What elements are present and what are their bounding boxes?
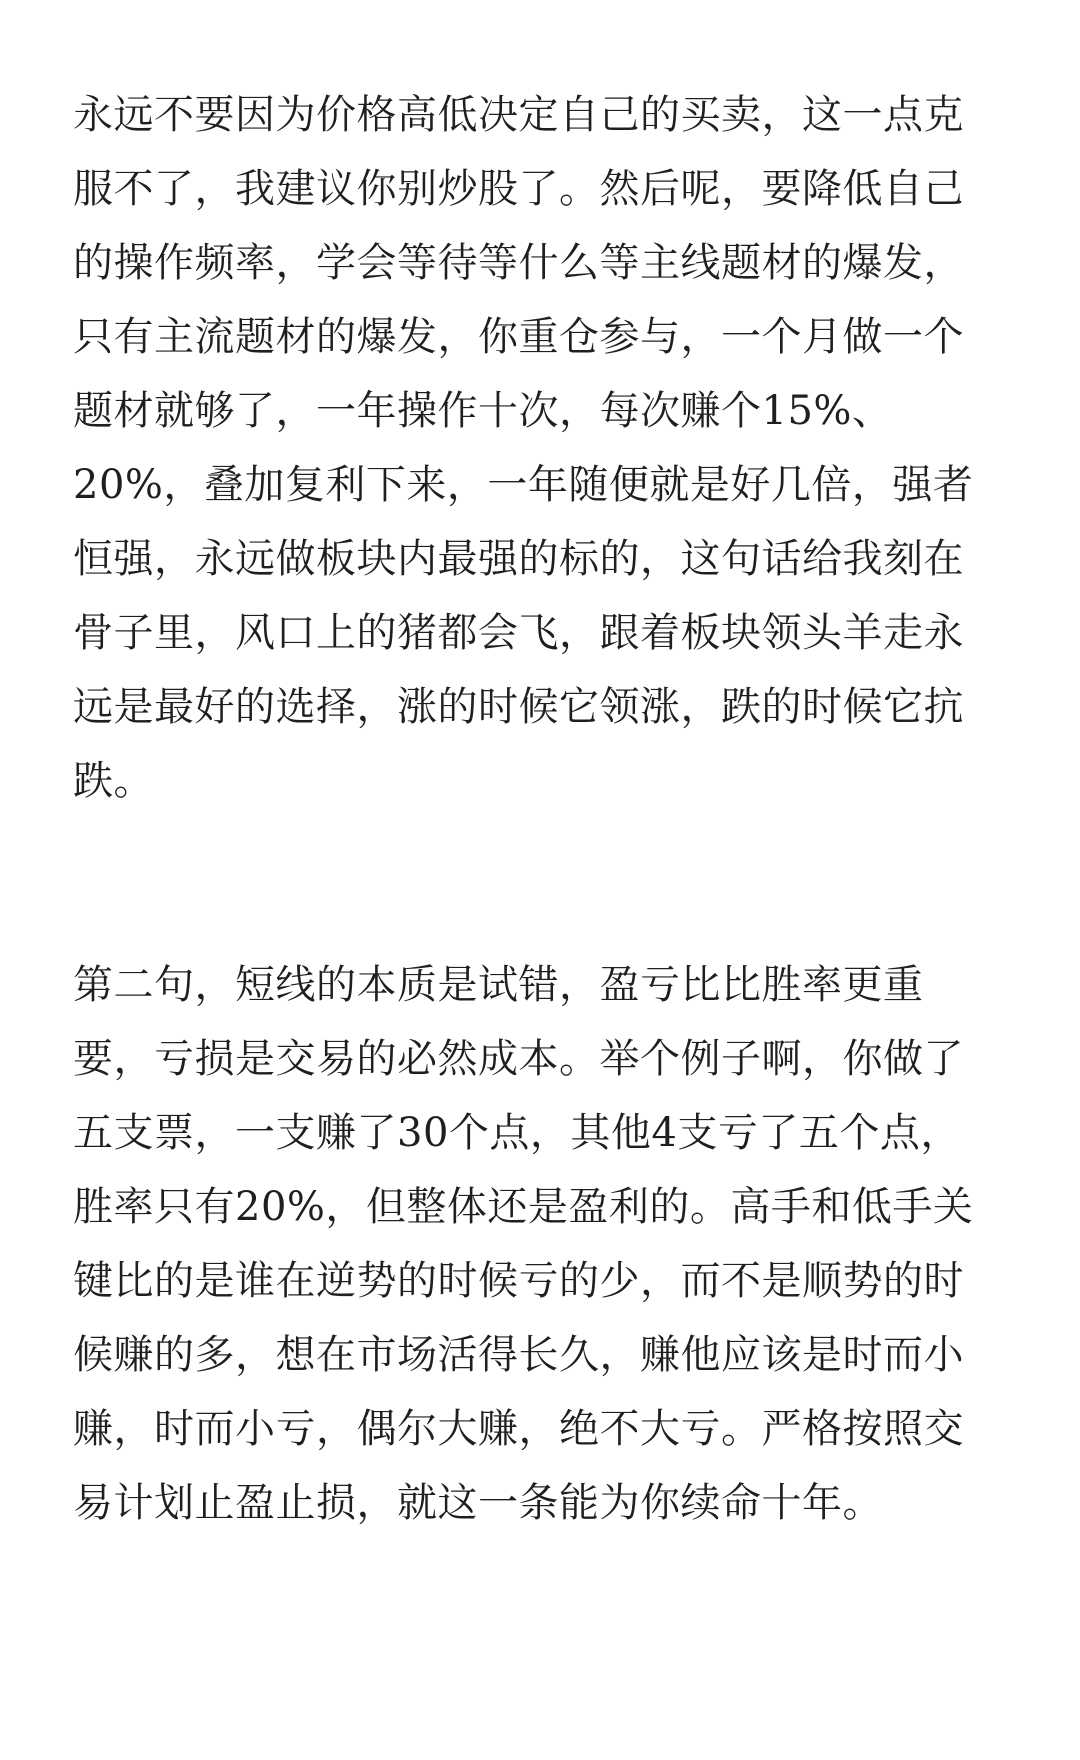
text-line: 题材就够了，一年操作十次，每次赚个15%、: [73, 388, 893, 434]
text-line: 20%，叠加复利下来，一年随便就是好几倍，强者: [73, 462, 974, 508]
text-line: 骨子里，风口上的猪都会飞，跟着板块领头羊走永: [73, 610, 964, 656]
text-line: 赚，时而小亏，偶尔大赚，绝不大亏。严格按照交: [73, 1406, 964, 1452]
text-line: 候赚的多，想在市场活得长久，赚他应该是时而小: [73, 1332, 964, 1378]
text-line: 跌。: [73, 758, 154, 804]
paragraph-2: [73, 948, 1013, 1540]
text-line: 服不了，我建议你别炒股了。然后呢，要降低自己: [73, 166, 964, 212]
text-line: 要，亏损是交易的必然成本。举个例子啊，你做了: [73, 1036, 964, 1082]
text-line: 远是最好的选择，涨的时候它领涨，跌的时候它抗: [73, 684, 964, 730]
text-line: 第二句，短线的本质是试错，盈亏比比胜率更重: [73, 962, 924, 1008]
text-line: 的操作频率，学会等待等什么等主线题材的爆发，: [73, 240, 964, 286]
text-line: 键比的是谁在逆势的时候亏的少，而不是顺势的时: [73, 1258, 964, 1304]
text-line: 只有主流题材的爆发，你重仓参与，一个月做一个: [73, 314, 964, 360]
text-line: 五支票，一支赚了30个点，其他4支亏了五个点，: [73, 1110, 961, 1156]
paragraph-1: [73, 78, 1013, 818]
text-line: 胜率只有20%，但整体还是盈利的。高手和低手关: [73, 1184, 974, 1230]
text-line: 恒强，永远做板块内最强的标的，这句话给我刻在: [73, 536, 964, 582]
text-line: 永远不要因为价格高低决定自己的买卖，这一点克: [73, 92, 964, 138]
text-line: 易计划止盈止损，就这一条能为你续命十年。: [73, 1480, 883, 1526]
